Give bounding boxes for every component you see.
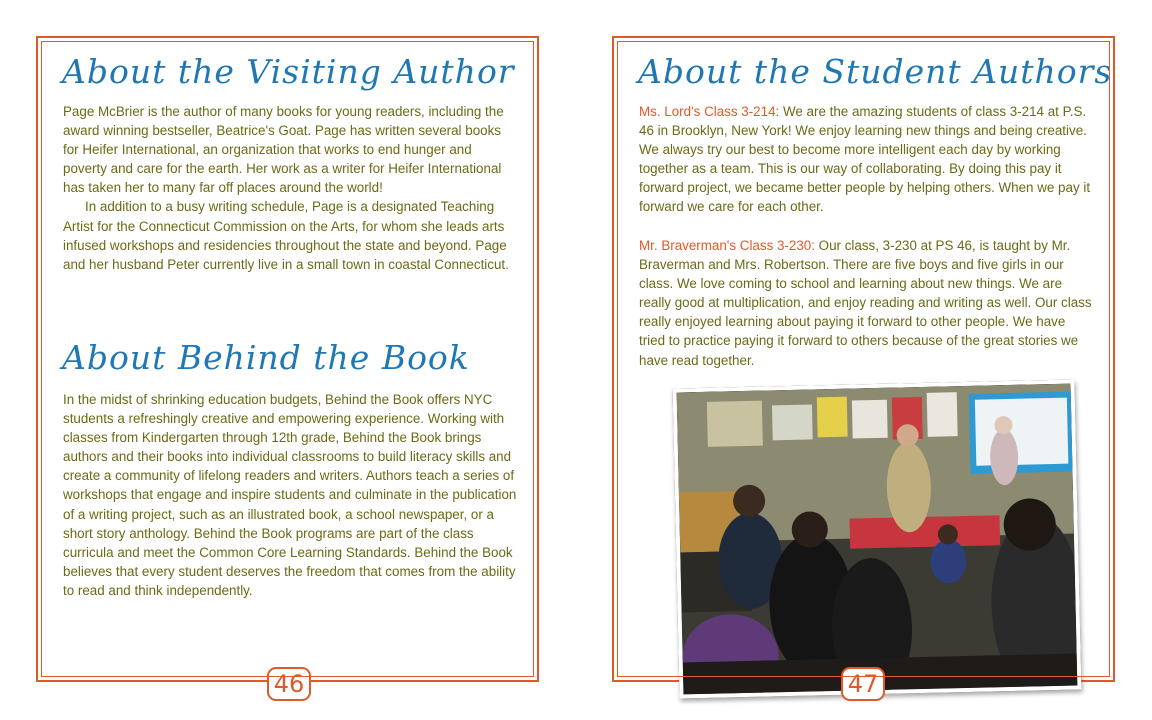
- heading-visiting-author: About the Visiting Author: [62, 52, 515, 91]
- page-number-46: 46: [267, 667, 311, 701]
- behind-the-book-text: [63, 390, 518, 600]
- visiting-author-text: [63, 102, 518, 274]
- heading-behind-the-book: About Behind the Book: [62, 338, 470, 377]
- visiting-author-paragraph-1: Page McBrier is the author of many books for young readers, including the award winning bestseller, Beatrice's Goat. Page has written several books for Heifer International, an organization that works to end hunger and poverty and care for the earth. Her work as a writer for Heifer International has taken her to many far off places around the world!: [63, 104, 504, 196]
- class-3-230-text: [639, 236, 1094, 370]
- page-number-47: 47: [841, 667, 885, 701]
- class-3-214-body: We are the amazing students of class 3-214 at P.S. 46 in Brooklyn, New York! We enjoy learning new things and being creative. We always try our best to become more intelligent each day by working together as a team. This is our way of collaborating. By doing this pay it forward project, we became better people by helping others. When we pay it forward we care for each other.: [639, 104, 1091, 215]
- behind-the-book-paragraph: In the midst of shrinking education budgets, Behind the Book offers NYC students a refreshingly creative and empowering experience. Working with classes from Kindergarten through 12th grade, Behind the Book brings authors and their books into individual classrooms to build literacy skills and create a community of lifelong readers and writers. Authors teach a series of workshops that engage and inspire students and culminate in the publication of a writing project, such as an illustrated book, a school newspaper, or a short story anthology. Behind the Book programs are part of the class curricula and meet the Common Core Learning Standards. Behind the Book believes that every student deserves the freedom that comes from the ability to read and think independently.: [63, 392, 517, 598]
- heading-student-authors: About the Student Authors: [638, 52, 1113, 91]
- left-page: [36, 36, 539, 698]
- class-3-230-body: Our class, 3-230 at PS 46, is taught by Mr. Braverman and Mrs. Robertson. There are five boys and five girls in our class. We love coming to school and learning about new things. We are really good at multiplication, and enjoy reading and writing as well. Our class really enjoyed learning about paying it forward to other people. We have tried to practice paying it forward to others because of the great stories we have read together.: [639, 238, 1092, 368]
- class-3-214-paragraph: [639, 102, 1094, 217]
- classroom-photo: [673, 379, 1082, 698]
- class-3-214-text: [639, 102, 1094, 217]
- class-3-230-label: Mr. Braverman's Class 3-230:: [639, 238, 815, 253]
- class-3-214-label: Ms. Lord's Class 3-214:: [639, 104, 780, 119]
- right-page: [612, 36, 1115, 698]
- class-3-230-paragraph: [639, 236, 1094, 370]
- visiting-author-paragraph-2: In addition to a busy writing schedule, Page is a designated Teaching Artist for the Connecticut Commission on the Arts, for whom she leads arts infused workshops and residencies throughout the state and beyond. Page and her husband Peter currently live in a small town in coastal Connecticut.: [63, 199, 509, 272]
